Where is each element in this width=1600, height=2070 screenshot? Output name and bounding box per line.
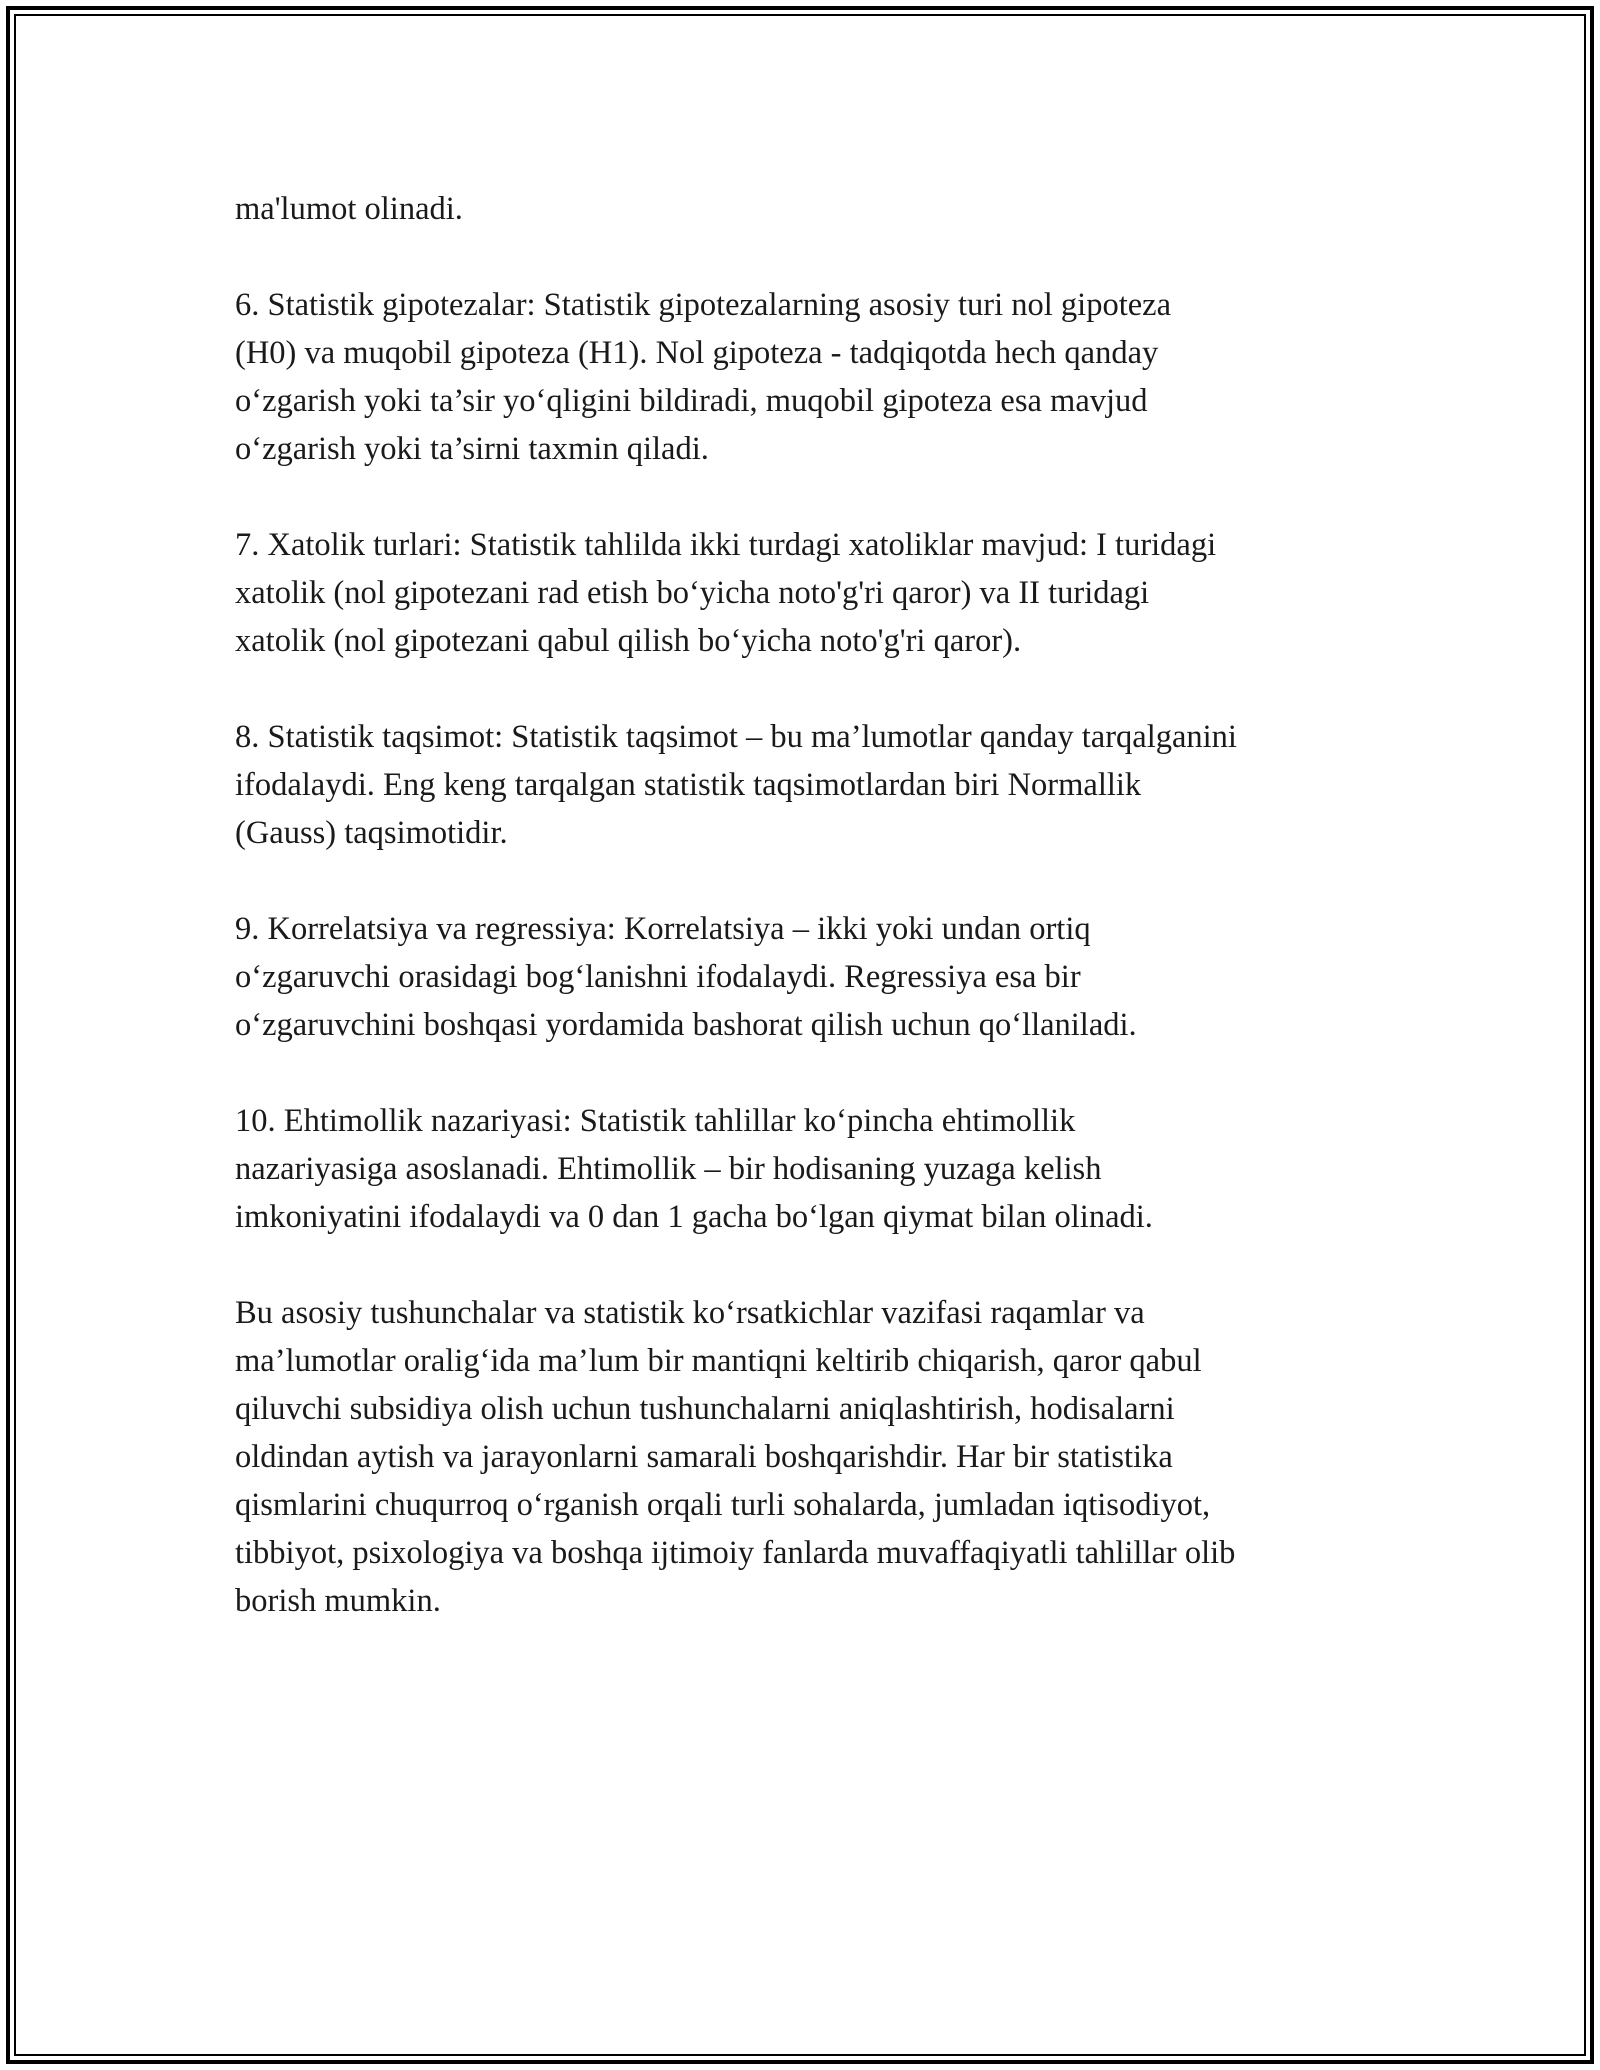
text-line: Bu asosiy tushunchalar va statistik ko‘rsatkichlar vazifasi raqamlar va — [235, 1295, 1145, 1331]
paragraph-statistical-distribution — [235, 713, 1375, 857]
paragraph-conclusion — [235, 1289, 1375, 1625]
text-line: (Gauss) taqsimotidir. — [235, 815, 508, 851]
text-line: ma’lumotlar oralig‘ida ma’lum bir mantiqni keltirib chiqarish, qaror qabul — [235, 1343, 1202, 1379]
paragraph-correlation-regression — [235, 905, 1375, 1049]
text-line: o‘zgaruvchi orasidagi bog‘lanishni ifodalaydi. Regressiya esa bir — [235, 959, 1081, 995]
text-line: 6. Statistik gipotezalar: Statistik gipotezalarning asosiy turi nol gipoteza — [235, 287, 1171, 323]
text-line: nazariyasiga asoslanadi. Ehtimollik – bir hodisaning yuzaga kelish — [235, 1151, 1102, 1187]
text-line: o‘zgaruvchini boshqasi yordamida bashorat qilish uchun qo‘llaniladi. — [235, 1007, 1137, 1043]
paragraph-statistical-hypotheses — [235, 281, 1375, 473]
text-line: qismlarini chuqurroq o‘rganish orqali turli sohalarda, jumladan iqtisodiyot, — [235, 1487, 1211, 1523]
text-line: 9. Korrelatsiya va regressiya: Korrelatsiya – ikki yoki undan ortiq — [235, 911, 1091, 947]
text-line: borish mumkin. — [235, 1583, 441, 1619]
text-line: (H0) va muqobil gipoteza (H1). Nol gipoteza - tadqiqotda hech qanday — [235, 335, 1159, 371]
text-line: o‘zgarish yoki ta’sir yo‘qligini bildiradi, muqobil gipoteza esa mavjud — [235, 383, 1148, 419]
text-line: ma'lumot olinadi. — [235, 191, 463, 227]
paragraph-continuation — [235, 185, 1375, 233]
text-line: ifodalaydi. Eng keng tarqalgan statistik taqsimotlardan biri Normallik — [235, 767, 1142, 803]
text-line: 7. Xatolik turlari: Statistik tahlilda ikki turdagi xatoliklar mavjud: I turidagi — [235, 527, 1217, 563]
document-body — [235, 185, 1375, 1673]
text-line: o‘zgarish yoki ta’sirni taxmin qiladi. — [235, 431, 709, 467]
paragraph-probability-theory — [235, 1097, 1375, 1241]
text-line: tibbiyot, psixologiya va boshqa ijtimoiy fanlarda muvaffaqiyatli tahlillar olib — [235, 1535, 1236, 1571]
text-line: xatolik (nol gipotezani rad etish bo‘yicha noto'g'ri qaror) va II turidagi — [235, 575, 1150, 611]
paragraph-error-types — [235, 521, 1375, 665]
text-line: xatolik (nol gipotezani qabul qilish bo‘yicha noto'g'ri qaror). — [235, 623, 1022, 659]
text-line: 8. Statistik taqsimot: Statistik taqsimot – bu ma’lumotlar qanday tarqalganini — [235, 719, 1237, 755]
text-line: 10. Ehtimollik nazariyasi: Statistik tahlillar ko‘pincha ehtimollik — [235, 1103, 1076, 1139]
text-line: imkoniyatini ifodalaydi va 0 dan 1 gacha bo‘lgan qiymat bilan olinadi. — [235, 1199, 1153, 1235]
text-line: oldindan aytish va jarayonlarni samarali boshqarishdir. Har bir statistika — [235, 1439, 1173, 1475]
text-line: qiluvchi subsidiya olish uchun tushunchalarni aniqlashtirish, hodisalarni — [235, 1391, 1175, 1427]
